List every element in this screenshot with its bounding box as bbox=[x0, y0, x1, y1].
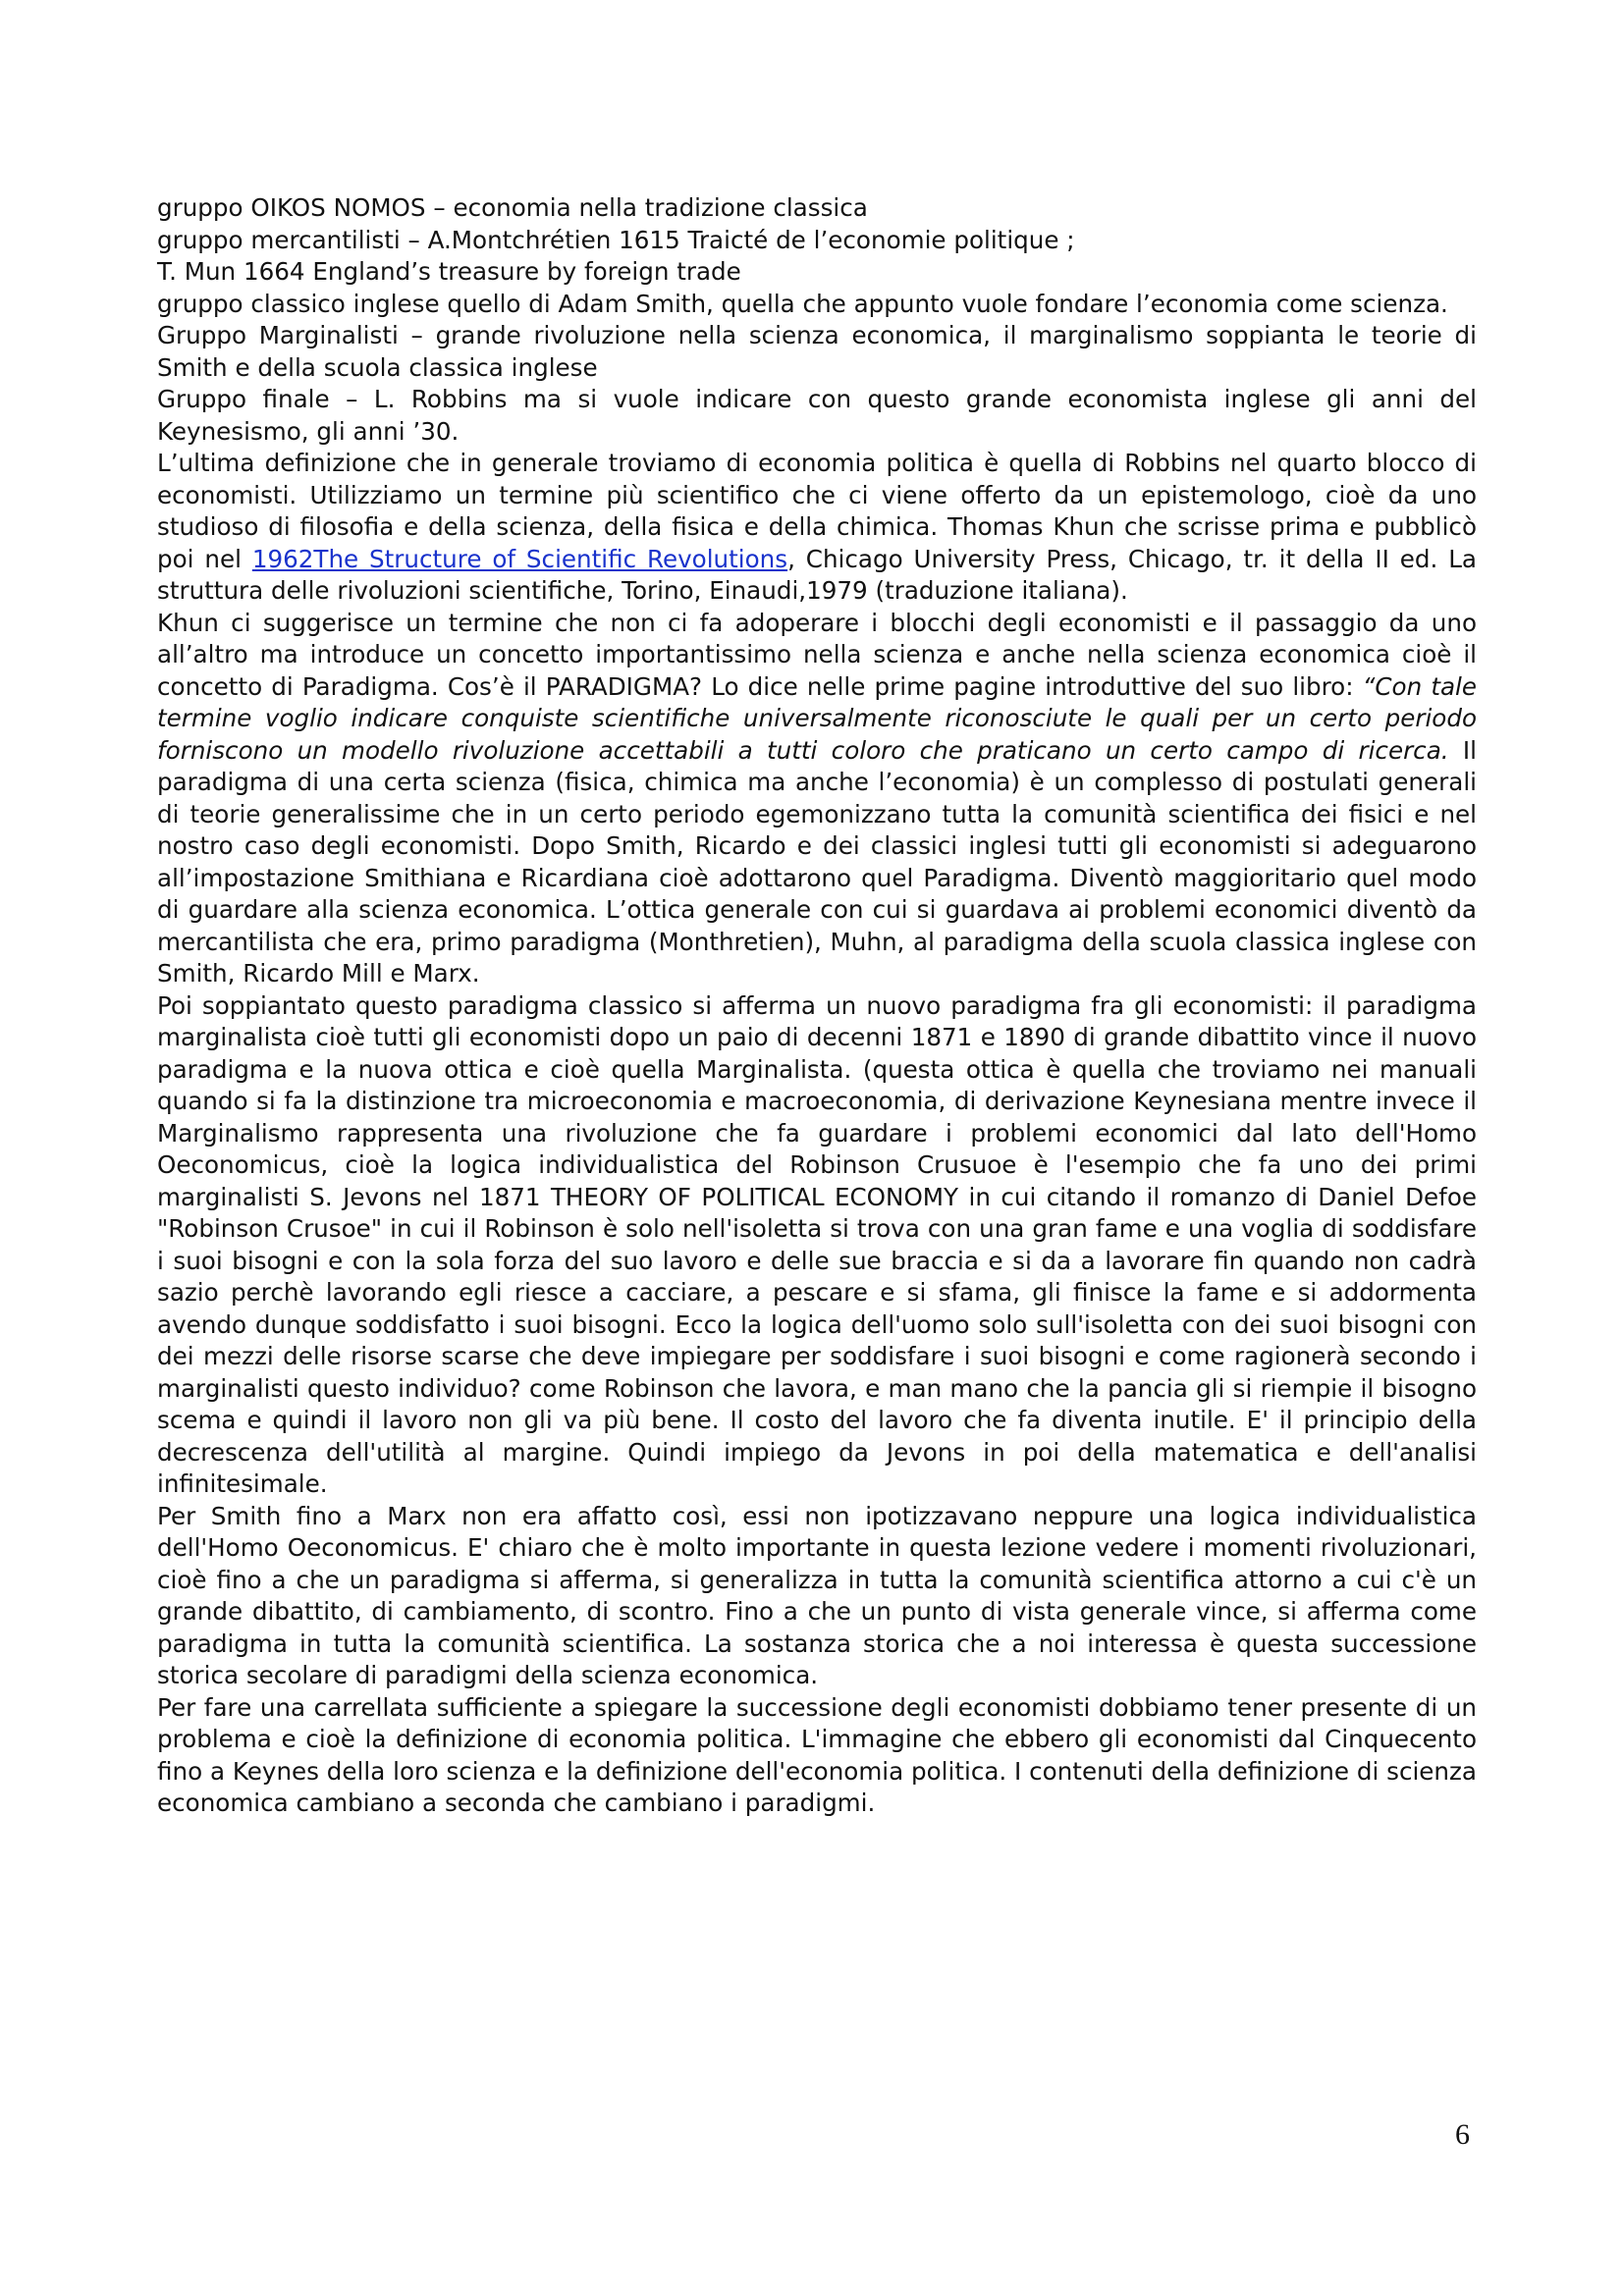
text-line: gruppo mercantilisti – A.Montchrétien 1615 Traicté de l’economie politique ; bbox=[157, 225, 1075, 254]
kuhn-quote: “Con tale termine voglio indicare conquiste scientifiche universalmente riconosciute le quali per un certo periodo forniscono un modello rivoluzione accettabili a tutti coloro che praticano un certo campo di ricerca. bbox=[157, 671, 1477, 765]
paragraph-text: , Chicago University Press, Chicago, tr. it della II ed. La struttura delle rivoluzioni scientifiche, Torino, Einaudi,1979 (traduzione italiana). bbox=[157, 544, 1477, 605]
text-line: T. Mun 1664 England’s treasure by foreign trade bbox=[157, 257, 741, 286]
paragraph-marginalism: Poi soppiantato questo paradigma classico si afferma un nuovo paradigma fra gli economisti: il paradigma marginalista cioè tutti gli economisti dopo un paio di decenni 1871 e 1890 di grande dibattito vince il nuovo paradigma e la nuova ottica e cioè quella Marginalista. (questa ottica è quella che troviamo nei manuali quando si fa la distinzione tra microeconomia e macroeconomia, di derivazione Keynesiana mentre invece il Marginalismo rappresenta una rivoluzione che fa guardare i problemi economici dal lato dell'Homo Oeconomicus, cioè la logica individualistica del Robinson Crusuoe è l'esempio che fa uno dei primi marginalisti S. Jevons nel 1871 THEORY OF POLITICAL ECONOMY in cui citando il romanzo di Daniel Defoe "Robinson Crusoe" in cui il Robinson è solo nell'isoletta si trova con una gran fame e una voglia di soddisfare i suoi bisogni e con la sola forza del suo lavoro e delle sue braccia e si da a lavorare fin quando non cadrà sazio perchè lavorando egli riesce a cacciare, a pescare e si sfama, gli finisce la fame e si addormenta avendo dunque soddisfatto i suoi bisogni. Ecco la logica dell'uomo solo sull'isoletta con dei suoi bisogni con dei mezzi delle risorse scarse che deve impiegare per soddisfare i suoi bisogni e come ragionerà secondo i marginalisti questo individuo? come Robinson che lavora, e man mano che la pancia gli si riempie il bisogno scema e quindi il lavoro non gli va più bene. Il costo del lavoro che fa diventa inutile. E' il principio della decrescenza dell'utilità al margine. Quindi impiego da Jevons in poi della matematica e dell'analisi infinitesimale. bbox=[157, 990, 1477, 1498]
page-number: 6 bbox=[1455, 2118, 1470, 2151]
book-reference-link[interactable]: 1962The Structure of Scientific Revolutions bbox=[251, 544, 788, 573]
paragraph: Gruppo finale – L. Robbins ma si vuole indicare con questo grande economista inglese gli anni del Keynesismo, gli anni ’30. bbox=[157, 385, 1477, 446]
paragraph-smith-marx: Per Smith fino a Marx non era affatto così, essi non ipotizzavano neppure una logica individualistica dell'Homo Oeconomicus. E' chiaro che è molto importante in questa lezione vedere i momenti rivoluzionari, cioè fino a che un paradigma si afferma, si generalizza in tutta la comunità scientifica attorno a cui c'è un grande dibattito, di cambiamento, di scontro. Fino a che un punto di vista generale vince, si afferma come paradigma in tutta la comunità scientifica. La sostanza storica che a noi interessa è questa successione storica secolare di paradigmi della scienza economica. bbox=[157, 1501, 1477, 1689]
paragraph: gruppo classico inglese quello di Adam Smith, quella che appunto vuole fondare l’economia come scienza. bbox=[157, 289, 1448, 318]
text-body bbox=[157, 192, 1477, 1820]
paragraph-text: Khun ci suggerisce un termine che non ci fa adoperare i blocchi degli economisti e il passaggio da uno all’altro ma introduce un concetto importantissimo nella scienza e anche nella scienza economica cioè il concetto di Paradigma. Cos’è il PARADIGMA? Lo dice nelle prime pagine introduttive del suo libro: bbox=[157, 608, 1477, 701]
paragraph-text: L’ultima definizione che in generale troviamo di economia politica è quella di Robbins nel quarto blocco di economisti. Utilizziamo un termine più scientifico che ci viene offerto da un epistemologo, cioè da uno studioso di filosofia e della scienza, della fisica e della chimica. Thomas Khun che scrisse prima e pubblicò poi nel bbox=[157, 449, 1477, 573]
text-line: gruppo OIKOS NOMOS – economia nella tradizione classica bbox=[157, 193, 868, 222]
paragraph: Gruppo Marginalisti – grande rivoluzione nella scienza economica, il marginalismo soppianta le teorie di Smith e della scuola classica inglese bbox=[157, 321, 1477, 382]
paragraph-final: Per fare una carrellata sufficiente a spiegare la successione degli economisti dobbiamo tener presente di un problema e cioè la definizione di economia politica. L'immagine che ebbero gli economisti dal Cinquecento fino a Keynes della loro scienza e la definizione dell'economia politica. I contenuti della definizione di scienza economica cambiano a seconda che cambiano i paradigmi. bbox=[157, 1692, 1477, 1817]
paragraph-text: Il paradigma di una certa scienza (fisica, chimica ma anche l’economia) è un complesso di postulati generali di teorie generalissime che in un certo periodo egemonizzano tutta la comunità scientifica dei fisici e nel nostro caso degli economisti. Dopo Smith, Ricardo e dei classici inglesi tutti gli economisti si adeguarono all’impostazione Smithiana e Ricardiana cioè adottarono quel Paradigma. Diventò maggioritario quel modo di guardare alla scienza economica. L’ottica generale con cui si guardava ai problemi economici diventò da mercantilista che era, primo paradigma (Monthretien), Muhn, al paradigma della scuola classica inglese con Smith, Ricardo Mill e Marx. bbox=[157, 735, 1477, 988]
paragraph-paradigm bbox=[157, 608, 1477, 990]
paragraph-kuhn bbox=[157, 448, 1477, 608]
